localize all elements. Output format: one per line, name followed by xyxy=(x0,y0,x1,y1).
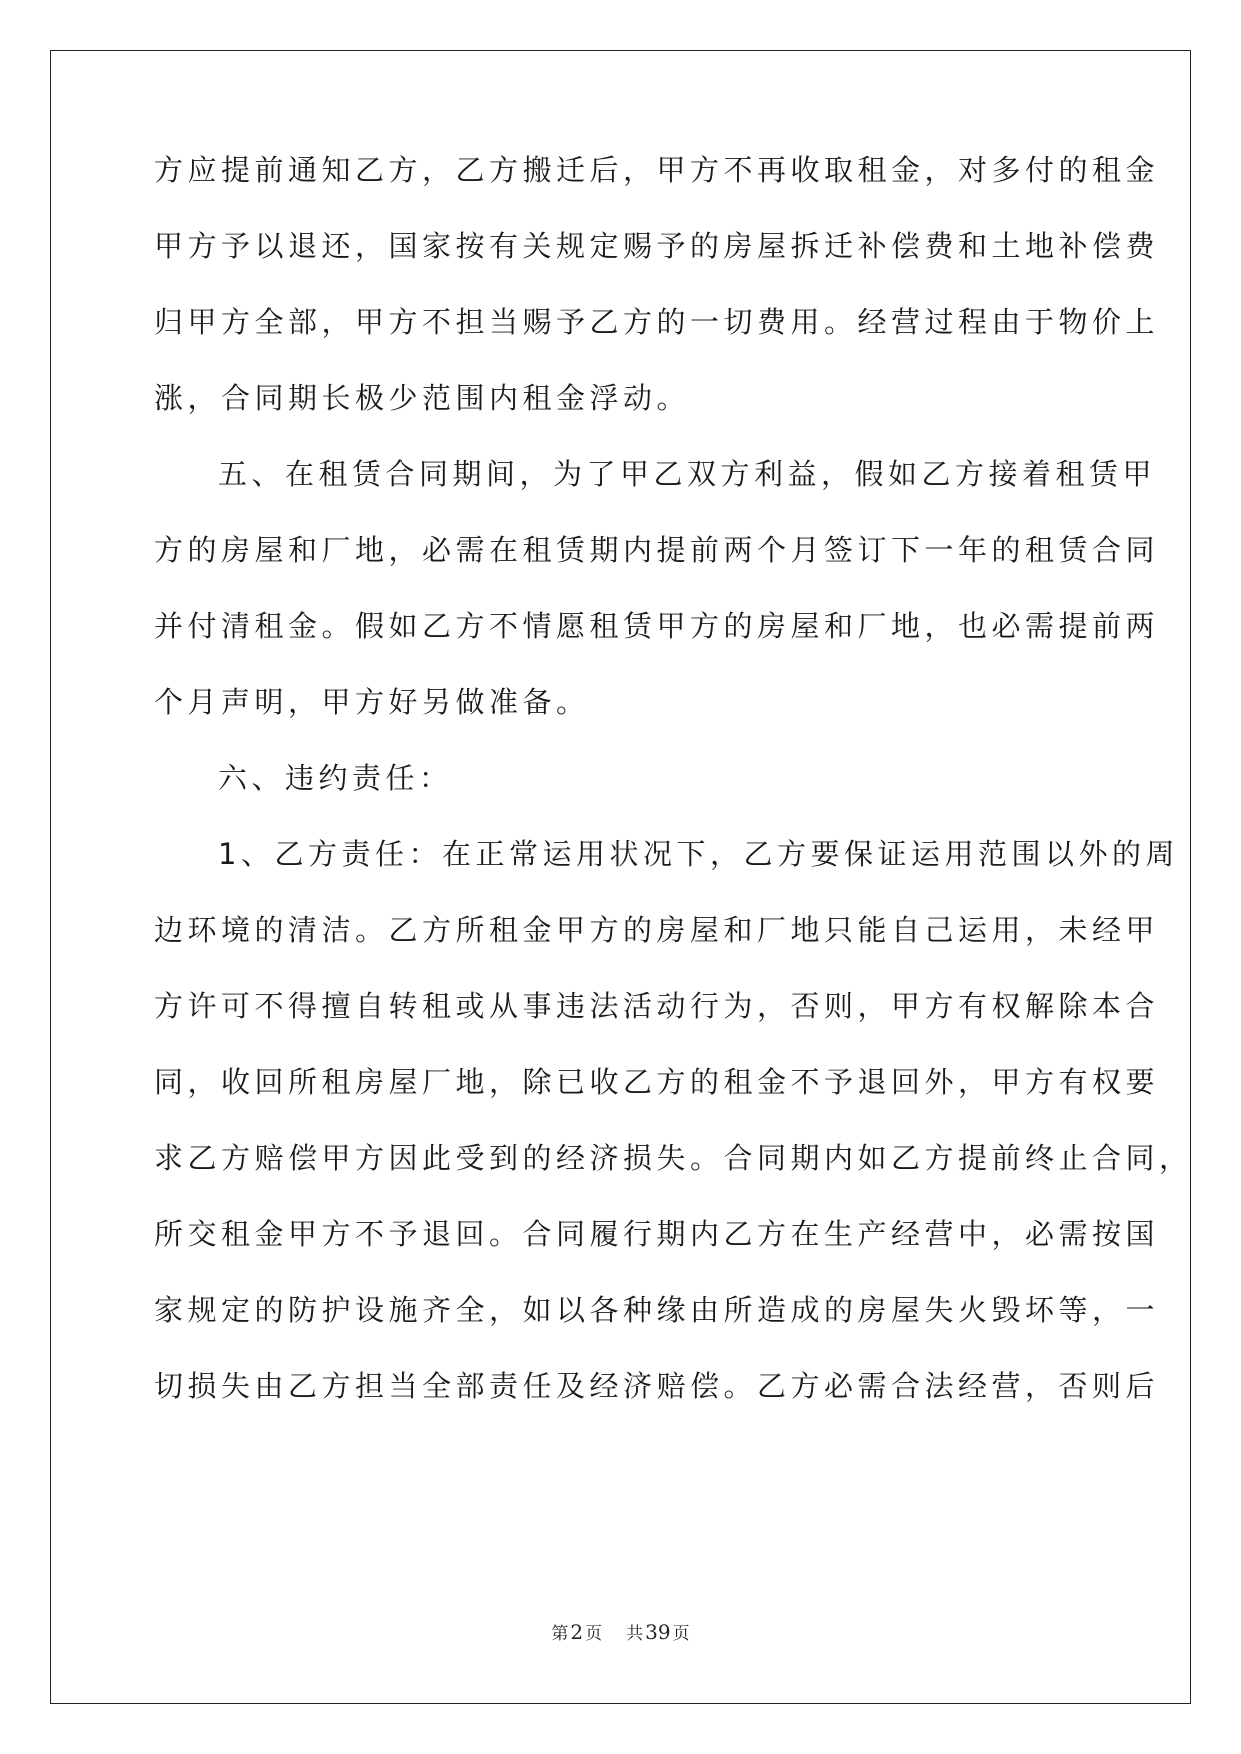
text-line: 边环境的清洁。乙方所租金甲方的房屋和厂地只能自己运用，未经甲 xyxy=(154,913,1160,947)
text-line: 并付清租金。假如乙方不情愿租赁甲方的房屋和厂地，也必需提前两 xyxy=(154,609,1160,643)
page-footer xyxy=(0,1619,1241,1644)
text-line: 甲方予以退还，国家按有关规定赐予的房屋拆迁补偿费和土地补偿费 xyxy=(154,229,1160,263)
text-line: 切损失由乙方担当全部责任及经济赔偿。乙方必需合法经营，否则后 xyxy=(154,1369,1160,1403)
text-line: 个月声明，甲方好另做准备。 xyxy=(154,685,590,719)
text-line: 同，收回所租房屋厂地，除已收乙方的租金不予退回外，甲方有权要 xyxy=(154,1065,1160,1099)
text-line: 方应提前通知乙方，乙方搬迁后，甲方不再收取租金，对多付的租金 xyxy=(154,153,1160,187)
page-suffix: 页 xyxy=(585,1624,603,1644)
text-line: 求乙方赔偿甲方因此受到的经济损失。合同期内如乙方提前终止合同， xyxy=(154,1141,1193,1175)
total-suffix: 页 xyxy=(672,1624,690,1644)
paragraph-five-start: 五、在租赁合同期间，为了甲乙双方利益，假如乙方接着租赁甲 xyxy=(218,457,1157,491)
clause-one-start: 1、乙方责任：在正常运用状况下，乙方要保证运用范围以外的周 xyxy=(218,837,1179,871)
text-line: 涨，合同期长极少范围内租金浮动。 xyxy=(154,381,691,415)
text-line: 归甲方全部，甲方不担当赐予乙方的一切费用。经营过程由于物价上 xyxy=(154,305,1160,339)
section-heading-breach: 六、违约责任： xyxy=(218,761,453,795)
page-border xyxy=(50,50,1191,1704)
text-line: 方的房屋和厂地，必需在租赁期内提前两个月签订下一年的租赁合同 xyxy=(154,533,1160,567)
text-line: 所交租金甲方不予退回。合同履行期内乙方在生产经营中，必需按国 xyxy=(154,1217,1160,1251)
page-prefix: 第 xyxy=(551,1624,569,1644)
total-pages: 39 xyxy=(645,1620,671,1644)
total-prefix: 共 xyxy=(626,1624,644,1644)
page-number: 2 xyxy=(570,1620,584,1644)
text-line: 方许可不得擅自转租或从事违法活动行为，否则，甲方有权解除本合 xyxy=(154,989,1160,1023)
text-line: 家规定的防护设施齐全，如以各种缘由所造成的房屋失火毁坏等，一 xyxy=(154,1293,1160,1327)
